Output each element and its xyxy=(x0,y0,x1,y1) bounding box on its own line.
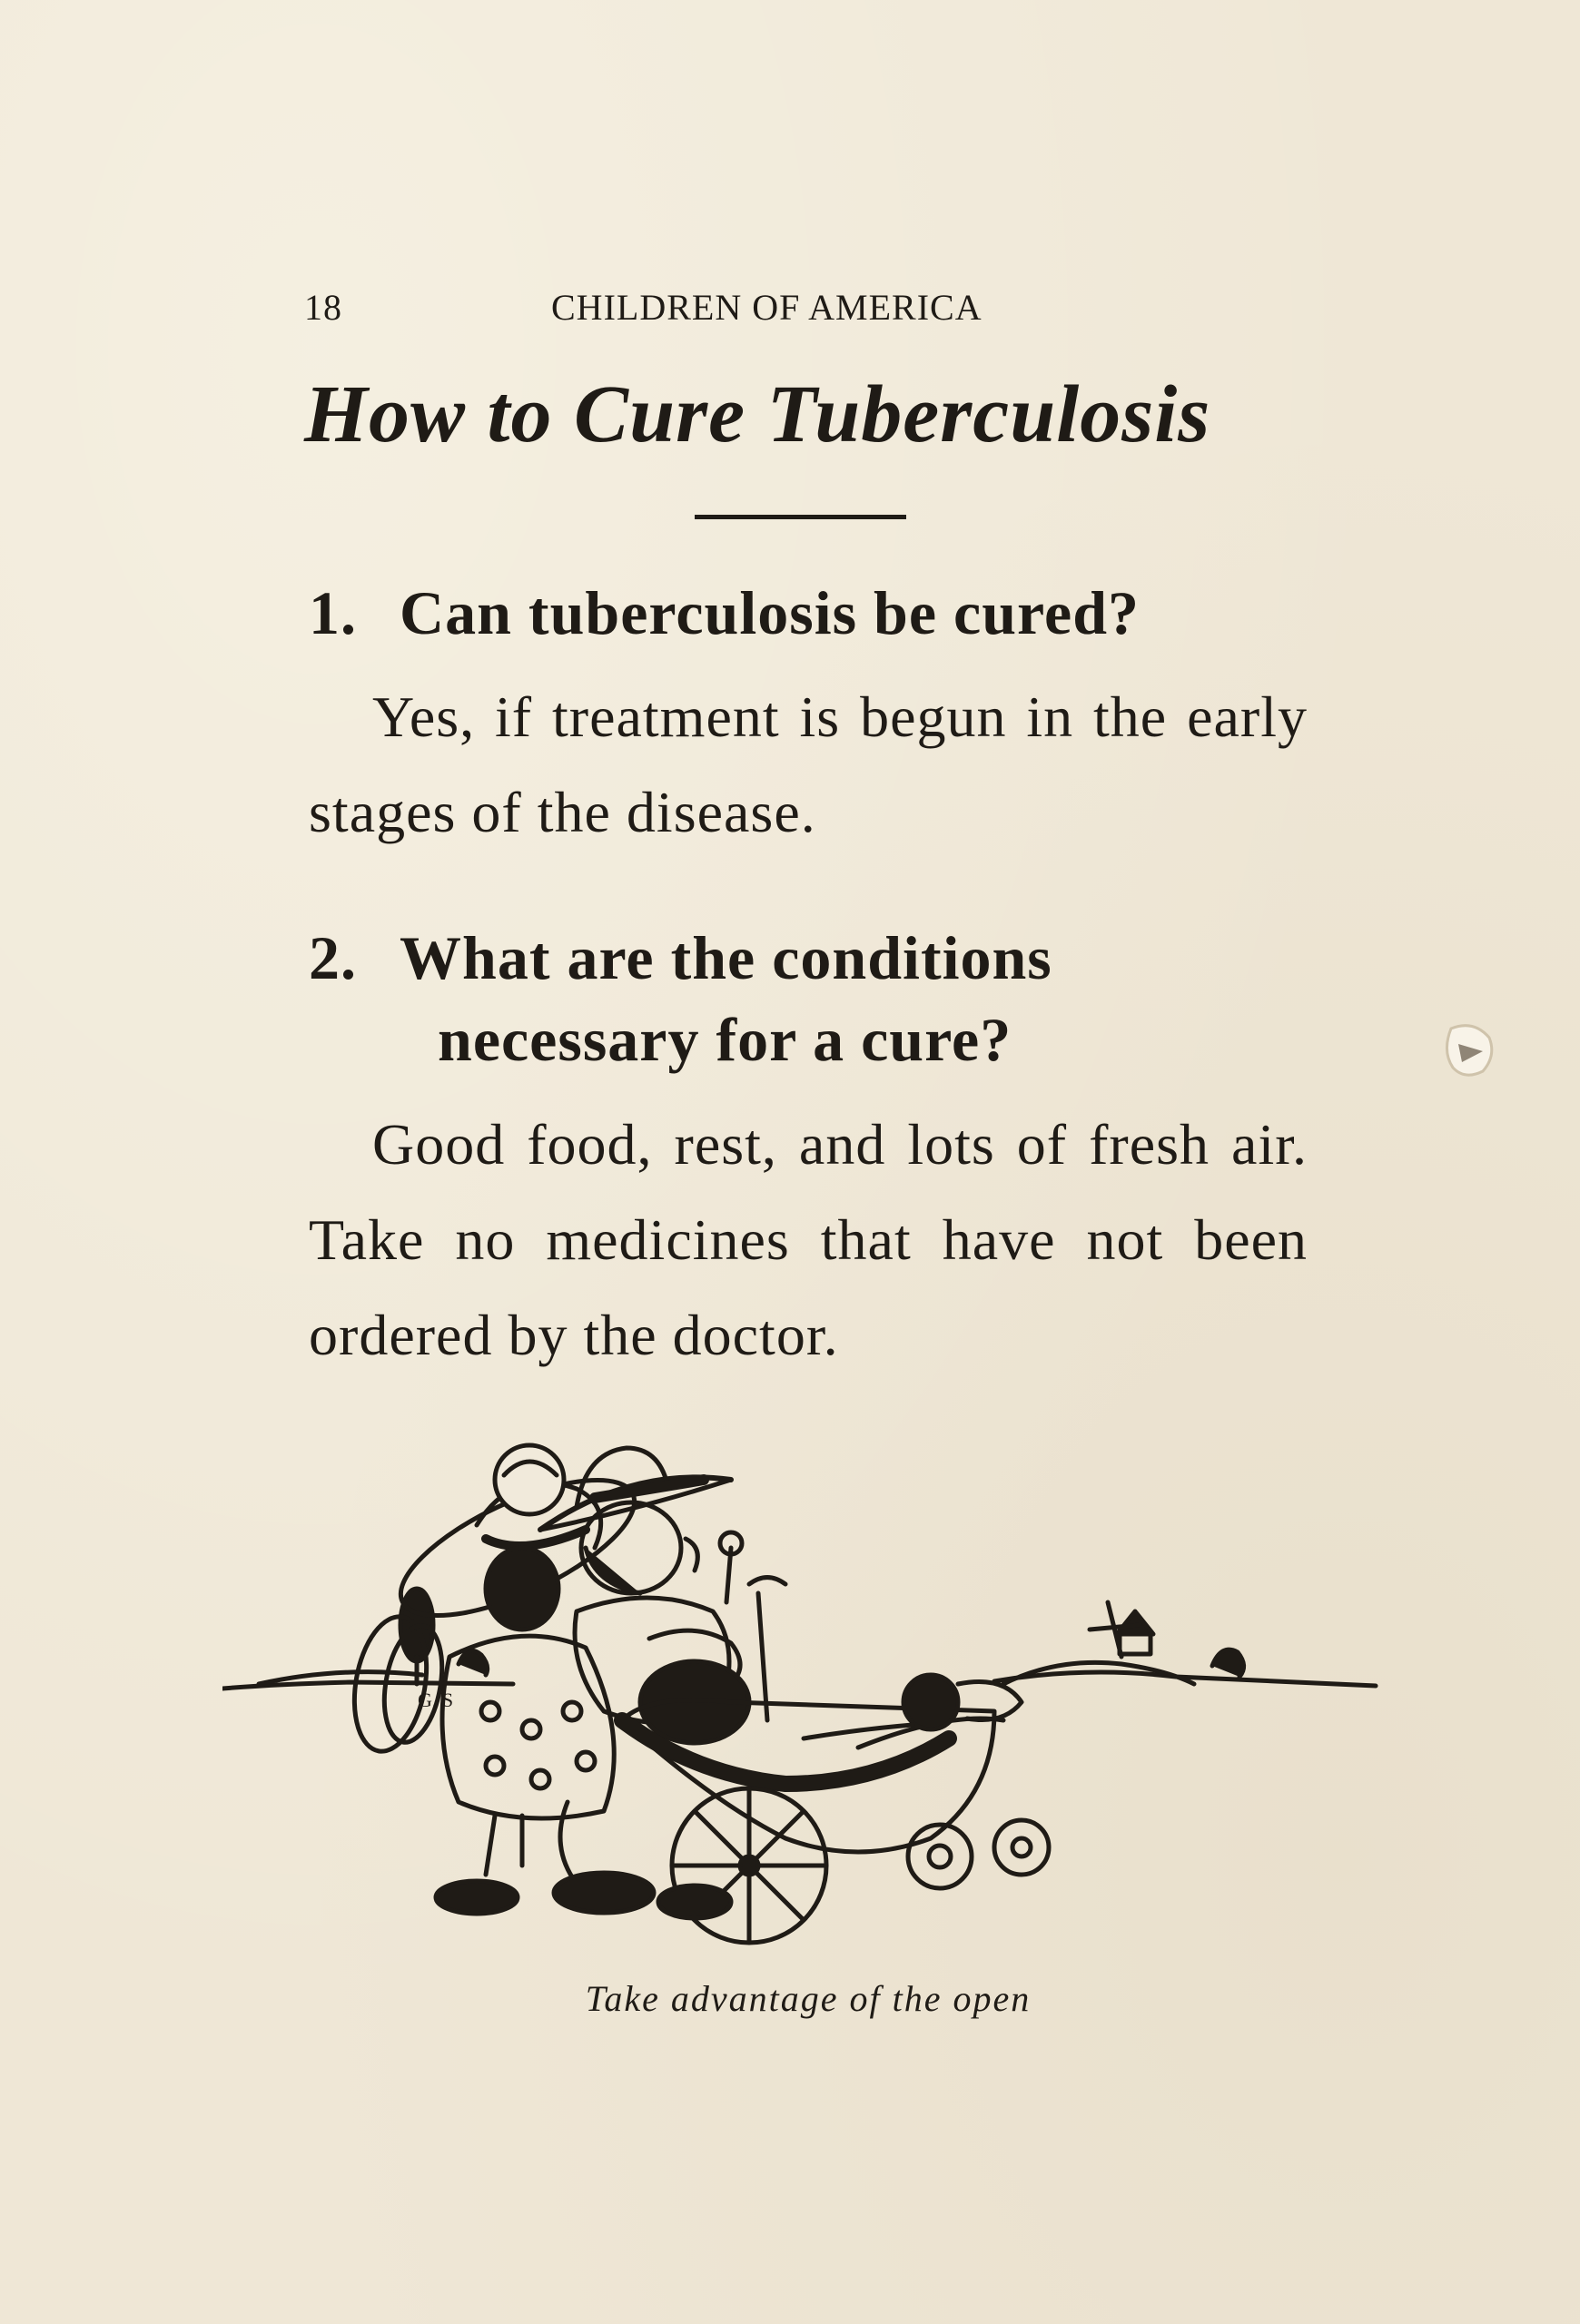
children-with-baby-carriage-illustration xyxy=(222,1412,1394,1956)
question-text-line2: necessary for a cure? xyxy=(438,1005,1012,1074)
running-head xyxy=(304,286,1303,331)
paper-tear-mark xyxy=(1433,1015,1506,1088)
illustration-caption: Take advantage of the open xyxy=(585,1978,1032,2019)
title-divider xyxy=(695,515,906,519)
answer-2: Good food, rest, and lots of fresh air. Take no medicines that have not been ordered by the doctor. xyxy=(309,1112,1308,1367)
answer-1: Yes, if treatment is begun in the early stages of the disease. xyxy=(309,684,1308,844)
illustration-signature: G. S xyxy=(418,1689,454,1711)
book-title: CHILDREN OF AMERICA xyxy=(551,287,983,328)
question-2 xyxy=(309,917,1317,1080)
question-text-line1: What are the conditions xyxy=(400,923,1052,992)
chapter-title: How to Cure Tuberculosis xyxy=(304,369,1211,459)
question-text: Can tuberculosis be cured? xyxy=(400,578,1141,647)
question-number: 1. xyxy=(309,578,357,647)
question-number: 2. xyxy=(309,923,357,992)
question-1 xyxy=(309,572,1317,654)
page-number: 18 xyxy=(304,287,342,328)
